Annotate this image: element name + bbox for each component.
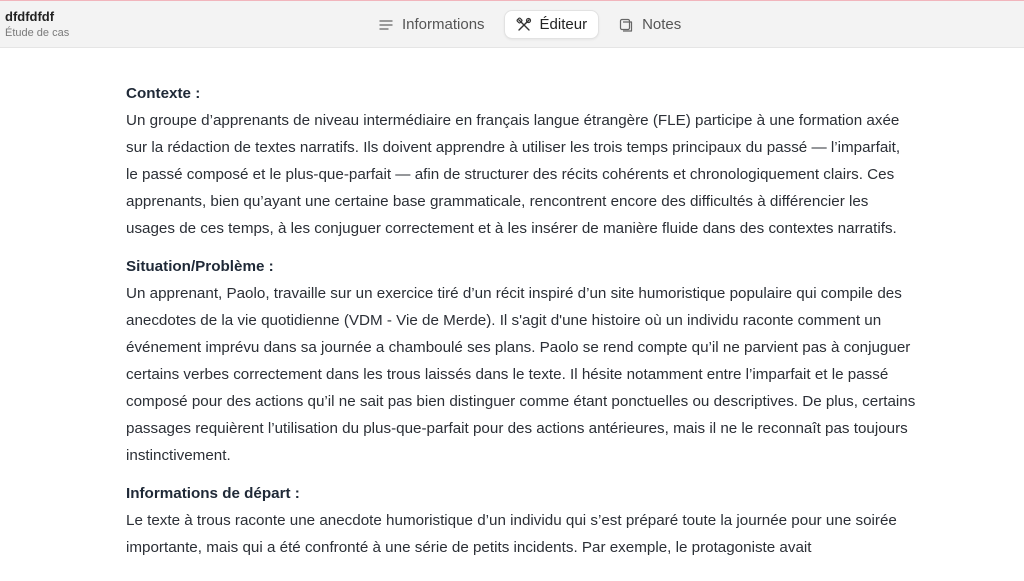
tab-editeur[interactable] xyxy=(504,10,600,39)
section-body-informations: Le texte à trous raconte une anecdote humoristique d’un individu qui s’est préparé toute la journée pour une soirée importante, mais qui a été confronté à une série de petits incidents. Par exemple, le protagoniste avait xyxy=(126,512,897,556)
notes-icon xyxy=(618,17,634,33)
document-subtitle: Étude de cas xyxy=(5,27,70,39)
tab-label: Notes xyxy=(642,16,682,33)
editor-content[interactable] xyxy=(126,80,916,572)
list-icon xyxy=(378,17,394,33)
document-header xyxy=(5,9,69,40)
top-bar xyxy=(0,0,1024,48)
tab-informations[interactable] xyxy=(367,10,496,39)
section-title-informations: Informations de départ : xyxy=(126,485,300,502)
section-title-contexte: Contexte : xyxy=(126,85,201,102)
tab-label: Éditeur xyxy=(539,16,588,33)
tab-label: Informations xyxy=(402,16,485,33)
section-body-contexte: Un groupe d’apprenants de niveau intermédiaire en français langue étrangère (FLE) participe à une formation axée sur la rédaction de textes narratifs. Ils doivent apprendre à utiliser les trois temps principaux du passé — l’imparfait, le passé composé et le plus-que-parfait — afin de structurer des récits cohérents et chronologiquement clairs. Ces apprenants, bien qu’ayant une certaine base grammaticale, rencontrent encore des difficultés à différencier les usages de ces temps, à les conjuguer correctement et à les insérer de manière fluide dans des contextes narratifs. xyxy=(126,112,901,237)
document-title: dfdfdfdf xyxy=(5,9,55,24)
tab-notes[interactable] xyxy=(607,10,692,39)
section-title-situation: Situation/Problème : xyxy=(126,258,274,275)
tools-icon xyxy=(516,17,532,33)
section-body-situation: Un apprenant, Paolo, travaille sur un exercice tiré d’un récit inspiré d’un site humoristique populaire qui compile des anecdotes de la vie quotidienne (VDM - Vie de Merde). Il s'agit d'une histoire où un individu raconte comment un événement imprévu dans sa journée a chamboulé ses plans. Paolo se rend compte qu’il ne parvient pas à conjuguer certains verbes correctement dans les trous laissés dans le texte. Il hésite notamment entre l’imparfait et le passé composé pour des actions qu’il ne sait pas bien distinguer comme étant ponctuelles ou descriptives. De plus, certains passages requièrent l’utilisation du plus-que-parfait pour des actions antérieures, mais il ne le reconnaît pas toujours instinctivement. xyxy=(126,285,916,464)
view-tabs xyxy=(367,10,692,39)
